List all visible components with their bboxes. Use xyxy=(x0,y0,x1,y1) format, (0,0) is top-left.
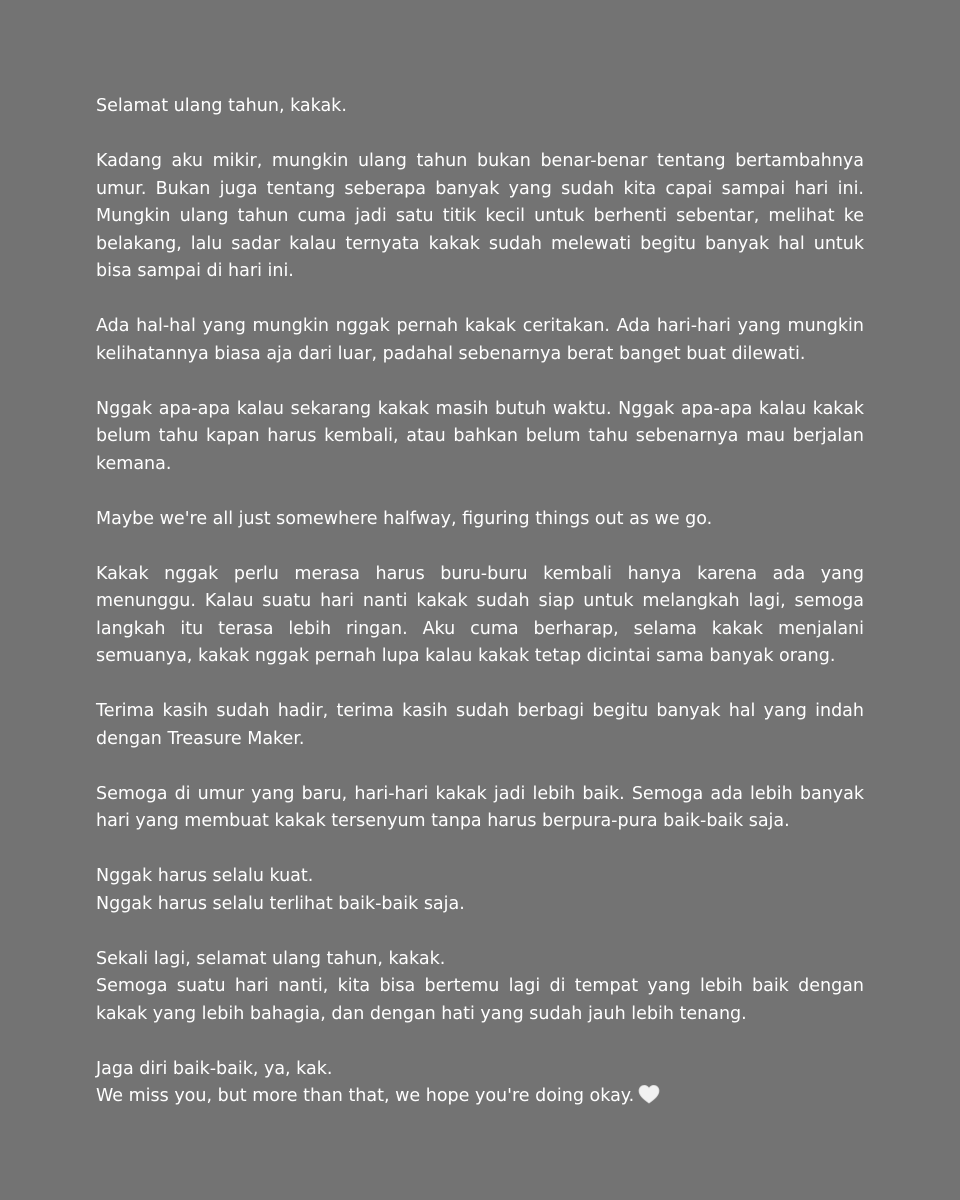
paragraph-no-rush: Kakak nggak perlu merasa harus buru-buru kembali hanya karena ada yang menunggu. Kalau suatu hari nanti kakak sudah siap untuk melangkah lagi, semoga langkah itu terasa lebih ringan. Aku cuma berharap, selama kakak menjalani semuanya, kakak nggak pernah lupa kalau kakak tetap dicintai sama banyak orang. xyxy=(96,563,864,666)
line-once-more: Sekali lagi, selamat ulang tahun, kakak. xyxy=(96,948,446,969)
paragraph-take-time: Nggak apa-apa kalau sekarang kakak masih butuh waktu. Nggak apa-apa kalau kakak belum tahu kapan harus kembali, atau bahkan belum tahu sebenarnya mau berjalan kemana. xyxy=(96,398,864,474)
paragraph-new-age-wish: Semoga di umur yang baru, hari-hari kakak jadi lebih baik. Semoga ada lebih banyak hari yang membuat kakak tersenyum tanpa harus berpura-pura baik-baik saja. xyxy=(96,783,864,831)
line-not-always-okay: Nggak harus selalu terlihat baik-baik saja. xyxy=(96,893,465,914)
paragraph-halfway: Maybe we're all just somewhere halfway, figuring things out as we go. xyxy=(96,508,713,529)
line-not-always-strong: Nggak harus selalu kuat. xyxy=(96,866,314,886)
paragraph-closing xyxy=(96,1056,864,1111)
line-take-care: Jaga diri baik-baik, ya, kak. xyxy=(96,1058,333,1079)
line-closing: We miss you, but more than that, we hope you're doing okay. xyxy=(96,1086,635,1106)
paragraph-thank-you: Terima kasih sudah hadir, terima kasih sudah berbagi begitu banyak hal yang indah dengan Treasure Maker. xyxy=(96,701,864,749)
line-hope: Semoga suatu hari nanti, kita bisa bertemu lagi di tempat yang lebih baik dengan kakak yang lebih bahagia, dan dengan hati yang sudah jauh lebih tenang. xyxy=(96,976,864,1024)
line-closing-wrap xyxy=(96,1083,864,1111)
white-heart-icon xyxy=(638,1084,660,1104)
letter-body xyxy=(96,93,864,1138)
paragraph-untold-things: Ada hal-hal yang mungkin nggak pernah kakak ceritakan. Ada hari-hari yang mungkin kelihatannya biasa aja dari luar, padahal sebenarnya berat banget buat dilewati. xyxy=(96,316,864,364)
paragraph-not-always xyxy=(96,863,864,918)
paragraph-birthday-reflection: Kadang aku mikir, mungkin ulang tahun bukan benar-benar tentang bertambahnya umur. Bukan juga tentang seberapa banyak yang sudah kita capai sampai hari ini. Mungkin ulang tahun cuma jadi satu titik kecil untuk berhenti sebentar, melihat ke belakang, lalu sadar kalau ternyata kakak sudah melewati begitu banyak hal untuk bisa sampai di hari ini. xyxy=(96,151,864,281)
paragraph-once-more xyxy=(96,946,864,1029)
greeting: Selamat ulang tahun, kakak. xyxy=(96,96,347,116)
